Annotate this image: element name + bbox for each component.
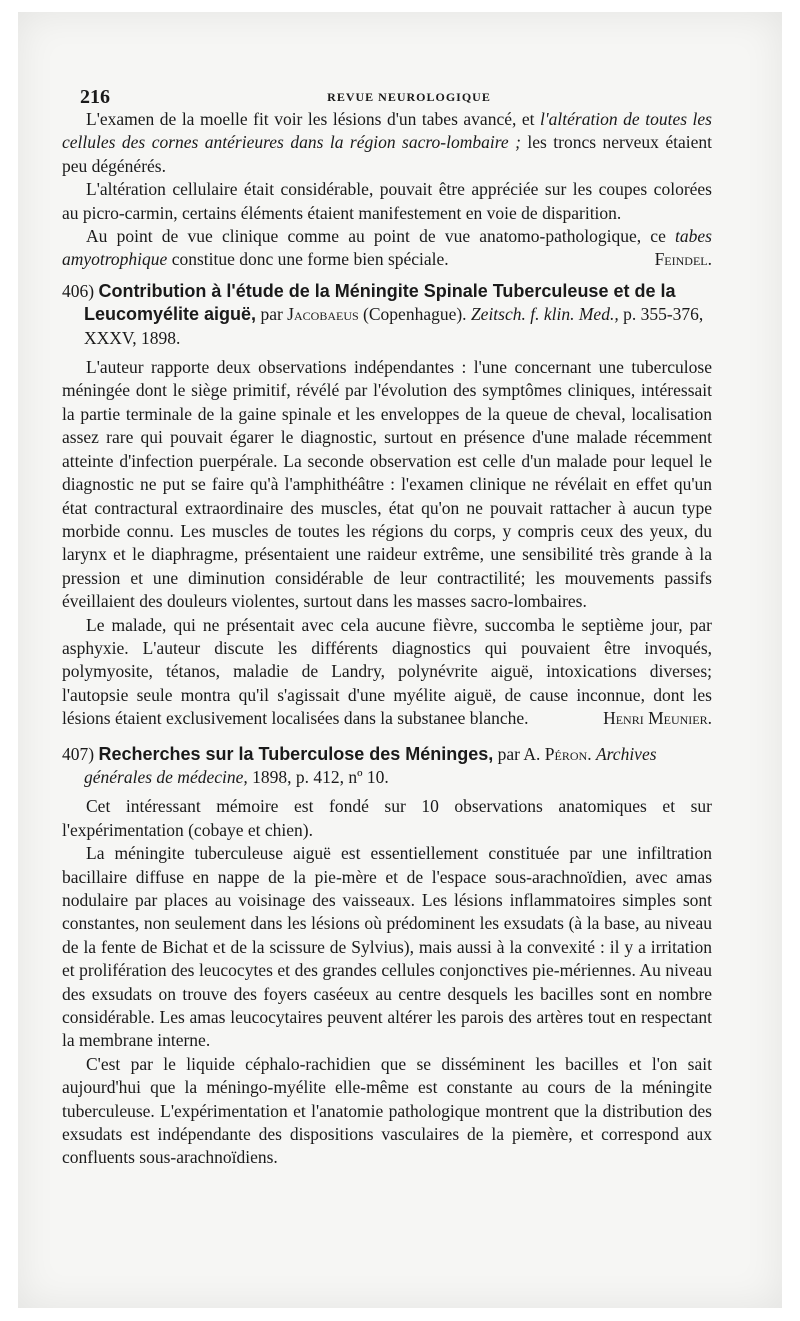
article-406-heading: 406) Contribution à l'étude de la Méningite Spinale Tuberculeuse et de la Leucomyélite aiguë, par Jacobaeus (Copenhague). Zeitsch. f. klin. Med., p. 355-376, XXXV, 1898. bbox=[62, 280, 704, 348]
article-number: 407) bbox=[62, 743, 95, 764]
running-title: REVUE NEUROLOGIQUE bbox=[327, 90, 491, 104]
article-406-paragraph-1: L'auteur rapporte deux observations indépendantes : l'une concernant une tuberculose méningée dont le siège primitif, révélé par l'évolution des symptômes cliniques, intéressait la partie terminale de la gaine spinale et les enveloppes de la queue de cheval, localisation assez rare qui pouvait égarer le diagnostic, surtout en présence d'une malade récemment atteinte d'infection puerpérale. La seconde observation est celle d'un malade pour lequel le diagnostic ne put se faire qu'à l'amphithéâtre : l'examen clinique ne révélait en effet qu'un état contractural extraordinaire des muscles, état qu'on ne pouvait rattacher à aucun type morbide connu. Les muscles de toutes les régions du corps, y compris ceux des yeux, du larynx et le diaphragme, présentaient une raideur extrême, une sensibilité très grande à la pression et une diminution considérable de leur contractilité; les mouvements passifs éveillaient des douleurs violentes, surtout dans les masses sacro-lombaires. bbox=[62, 357, 712, 612]
article-journal: Zeitsch. f. klin. Med., bbox=[470, 304, 619, 325]
signature-feindel: Feindel. bbox=[654, 249, 712, 270]
article-number: 406) bbox=[62, 280, 95, 301]
article-407-paragraph-1: Cet intéressant mémoire est fondé sur 10 observations anatomiques et sur l'expérimentation (cobaye et chien). bbox=[62, 796, 712, 840]
intro-paragraph-1: L'examen de la moelle fit voir les lésions d'un tabes avancé, et l'altération de toutes les cellules des cornes antérieures dans la région sacro-lombaire ; les troncs nerveux étaient peu dégénérés. bbox=[62, 109, 712, 176]
article-title: Contribution à l'étude de la Méningite Spinale Tuberculeuse et de la Leucomyélite aiguë, bbox=[84, 280, 676, 325]
article-406-paragraph-2: Le malade, qui ne présentait avec cela aucune fièvre, succomba le septième jour, par asphyxie. L'auteur discute les différents diagnostics qui pouvaient être invoqués, polymyosite, tétanos, maladie de Landry, polynévrite aiguë, intoxications diverses; l'autopsie seule montra qu'il s'agissait d'une myélite aiguë, de cause inconnue, dont les lésions étaient exclusivement localisées dans la substanee blanche. Henri Meunier. bbox=[62, 614, 712, 731]
emphasis-text: tabes amyotrophique bbox=[62, 226, 712, 270]
emphasis-text: l'altération de toutes les cellules des cornes antérieures dans la région sacro-lombaire ; bbox=[62, 109, 712, 153]
article-title: Recherches sur la Tuberculose des Méninges, bbox=[98, 743, 494, 764]
article-author: Jacobaeus bbox=[287, 304, 359, 325]
signature-meunier: Henri Meunier. bbox=[603, 708, 712, 729]
article-407-paragraph-2: La méningite tuberculeuse aiguë est essentiellement constituée par une infiltration bacillaire diffuse en nappe de la pie-mère et de l'espace sous-arachnoïdien, avec amas nodulaire par places au voisinage des vaisseaux. Les lésions inflammatoires simples sont constantes, non seulement dans les lésions où prédominent les exsudats (à la base, au niveau de la fente de Bichat et de la scissure de Sylvius), mais aussi à la convexité : il y a irritation et prolifération des leucocytes et des grandes cellules conjonctives pie-mériennes. Au niveau des exsudats on trouve des foyers caséeux au centre desquels les bacilles sont en nombre considérable. Les amas leucocytaires peuvent altérer les parois des artères tout en respectant la membrane interne. bbox=[62, 843, 712, 1051]
article-407-heading: 407) Recherches sur la Tuberculose des Méninges, par A. Péron. Archives générales de médecine, 1898, p. 412, nº 10. bbox=[62, 743, 657, 787]
body-text bbox=[62, 108, 712, 1170]
article-407-paragraph-3: C'est par le liquide céphalo-rachidien que se disséminent les bacilles et l'on sait aujourd'hui que la méningo-myélite elle-même est constante au cours de la méningite tuberculeuse. L'expérimentation et l'anatomie pathologique montrent que la distribution des exsudats est indépendante des dispositions vasculaires de la piemère, et correspond aux confluents sous-arachnoïdiens. bbox=[62, 1053, 712, 1168]
page-number: 216 bbox=[80, 86, 110, 108]
intro-paragraph-2: L'altération cellulaire était considérable, pouvait être appréciée sur les coupes colorées au picro-carmin, certains éléments étaient manifestement en voie de disparition. bbox=[62, 179, 712, 223]
page-header bbox=[80, 86, 738, 110]
article-author: Péron bbox=[544, 743, 588, 764]
article-journal: Archives générales de médecine, bbox=[84, 743, 657, 787]
intro-paragraph-3: Au point de vue clinique comme au point de vue anatomo-pathologique, ce tabes amyotrophique constitue donc une forme bien spéciale. Feindel. bbox=[62, 225, 712, 272]
